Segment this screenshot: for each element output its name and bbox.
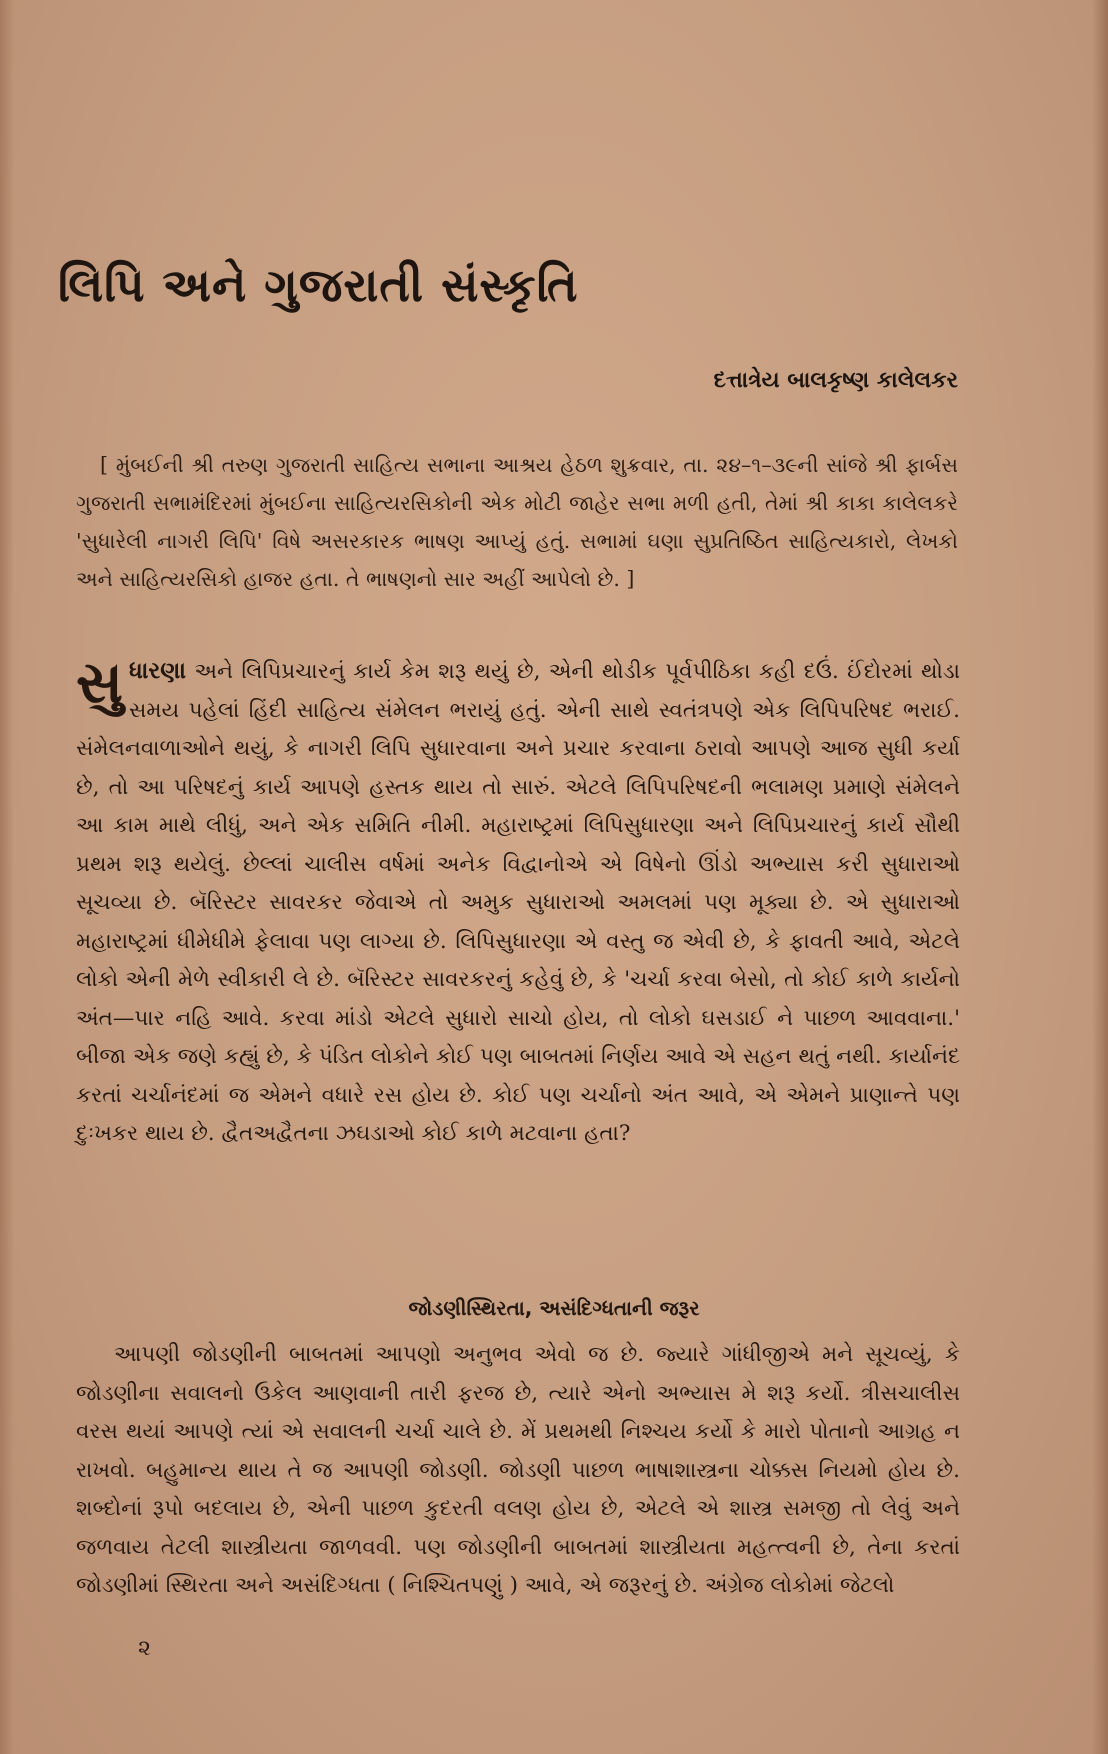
paragraph-2: આપણી જોડણીની બાબતમાં આપણો અનુભવ એવો જ છે. જ્યારે ગાંધીજીએ મને સૂચવ્યું, કે જોડણીના સવાલનો ઉકેલ આણવાની તારી ફરજ છે, ત્યારે એનો અભ્યાસ મે શરૂ કર્યો. ત્રીસચાલીસ વરસ થયાં આપણે ત્યાં એ સવાલની ચર્ચા ચાલે છે. મેં પ્રથમથી નિશ્ચય કર્યો કે મારો પોતાનો આગ્રહ ન રાખવો. બહુમાન્ય થાય તે જ આપણી જોડણી. જોડણી પાછળ ભાષાશાસ્ત્રના ચોક્કસ નિયમો હોય છે. શબ્દોનાં રૂપો બદલાય છે, એની પાછળ કુદરતી વલણ હોય છે, એટલે એ શાસ્ત્ર સમજી તો લેવું અને જળવાય તેટલી શાસ્ત્રીયતા જાળવવી. પણ જોડણીની બાબતમાં શાસ્ત્રીયતા મહત્ત્વની છે, તેના કરતાં જોડણીમાં સ્થિરતા અને અસંદિગ્ધતા ( નિશ્ચિતપણું ) આવે, એ જરૂરનું છે. અંગ્રેજ લોકોમાં જેટલો [76, 1342, 960, 1598]
intro-note: [ મુંબઈની શ્રી તરુણ ગુજરાતી સાહિત્ય સભાના આશ્રય હેઠળ શુક્રવાર, તા. ૨૪–૧–૩૯ની સાંજે શ્રી ફાર્બસ ગુજરાતી સભામંદિરમાં મુંબઈના સાહિત્યરસિકોની એક મોટી જાહેર સભા મળી હતી, તેમાં શ્રી કાકા કાલેલકરે 'સુધારેલી નાગરી લિપિ' વિષે અસરકારક ભાષણ આપ્યું હતું. સભામાં ઘણા સુપ્રતિષ્ઠિત સાહિત્યકારો, લેખકો અને સાહિત્યરસિકો હાજર હતા. તે ભાષણનો સાર અહીં આપેલો છે. ] [76, 453, 958, 591]
drop-cap: સુ [76, 648, 123, 716]
paragraph-1-text: અને લિપિપ્રચારનું કાર્ય કેમ શરૂ થયું છે, એની થોડીક પૂર્વપીઠિકા કહી દઉં. ઈંદોરમાં થોડા સમય પહેલાં હિંદી સાહિત્ય સંમેલન ભરાયું હતું. એની સાથે સ્વતંત્રપણે એક લિપિપરિષદ ભરાઈ. સંમેલનવાળાઓને થયું, કે નાગરી લિપિ સુધારવાના અને પ્રચાર કરવાના ઠરાવો આપણે આજ સુધી કર્યા છે, તો આ પરિષદનું કાર્ય આપણે હસ્તક થાય તો સારું. એટલે લિપિપરિષદની ભલામણ પ્રમાણે સંમેલને આ કામ માથે લીધું, અને એક સમિતિ નીમી. મહારાષ્ટ્રમાં લિપિસુધારણા અને લિપિપ્રચારનું કાર્ય સૌથી પ્રથમ શરૂ થયેલું. છેલ્લાં ચાલીસ વર્ષમાં અનેક વિદ્વાનોએ એ વિષેનો ઊંડો અભ્યાસ કરી સુધારાઓ સૂચવ્યા છે. બૅરિસ્ટર સાવરકર જેવાએ તો અમુક સુધારાઓ અમલમાં પણ મૂક્યા છે. એ સુધારાઓ મહારાષ્ટ્રમાં ધીમેધીમે ફેલાવા પણ લાગ્યા છે. લિપિસુધારણા એ વસ્તુ જ એવી છે, કે ફાવતી આવે, એટલે લોકો એની મેળે સ્વીકારી લે છે. બૅરિસ્ટર સાવરકરનું કહેવું છે, કે 'ચર્ચા કરવા બેસો, તો કોઈ કાળે કાર્યનો અંત—પાર નહિ આવે. કરવા માંડો એટલે સુધારો સાચો હોય, તો લોકો ઘસડાઈ ને પાછળ આવવાના.' બીજા એક જણે કહ્યું છે, કે પંડિત લોકોને કોઈ પણ બાબતમાં નિર્ણય આવે એ સહન થતું નથી. કાર્યાનંદ કરતાં ચર્ચાનંદમાં જ એમને વધારે રસ હોય છે. કોઈ પણ ચર્ચાનો અંત આવે, એ એમને પ્રાણાન્તે પણ દુઃખકર થાય છે. દ્વૈતઅદ્વૈતના ઝઘડાઓ કોઈ કાળે મટવાના હતા? [76, 659, 960, 1146]
article-title: લિપિ અને ગુજરાતી સંસ્કૃતિ [58, 258, 579, 312]
paragraph-1 [76, 648, 960, 1154]
article-author: દત્તાત્રેય બાલકૃષ્ણ કાલેલકર [713, 368, 958, 393]
page-number: ૨ [138, 1636, 151, 1661]
page-edge-shadow-left [0, 0, 14, 1754]
section-heading: જોડણીસ્થિરતા, અસંદિગ્ધતાની જરૂર [408, 1296, 700, 1320]
page-edge-shadow-right [1092, 0, 1108, 1754]
lead-word: ધારણા [128, 658, 187, 684]
